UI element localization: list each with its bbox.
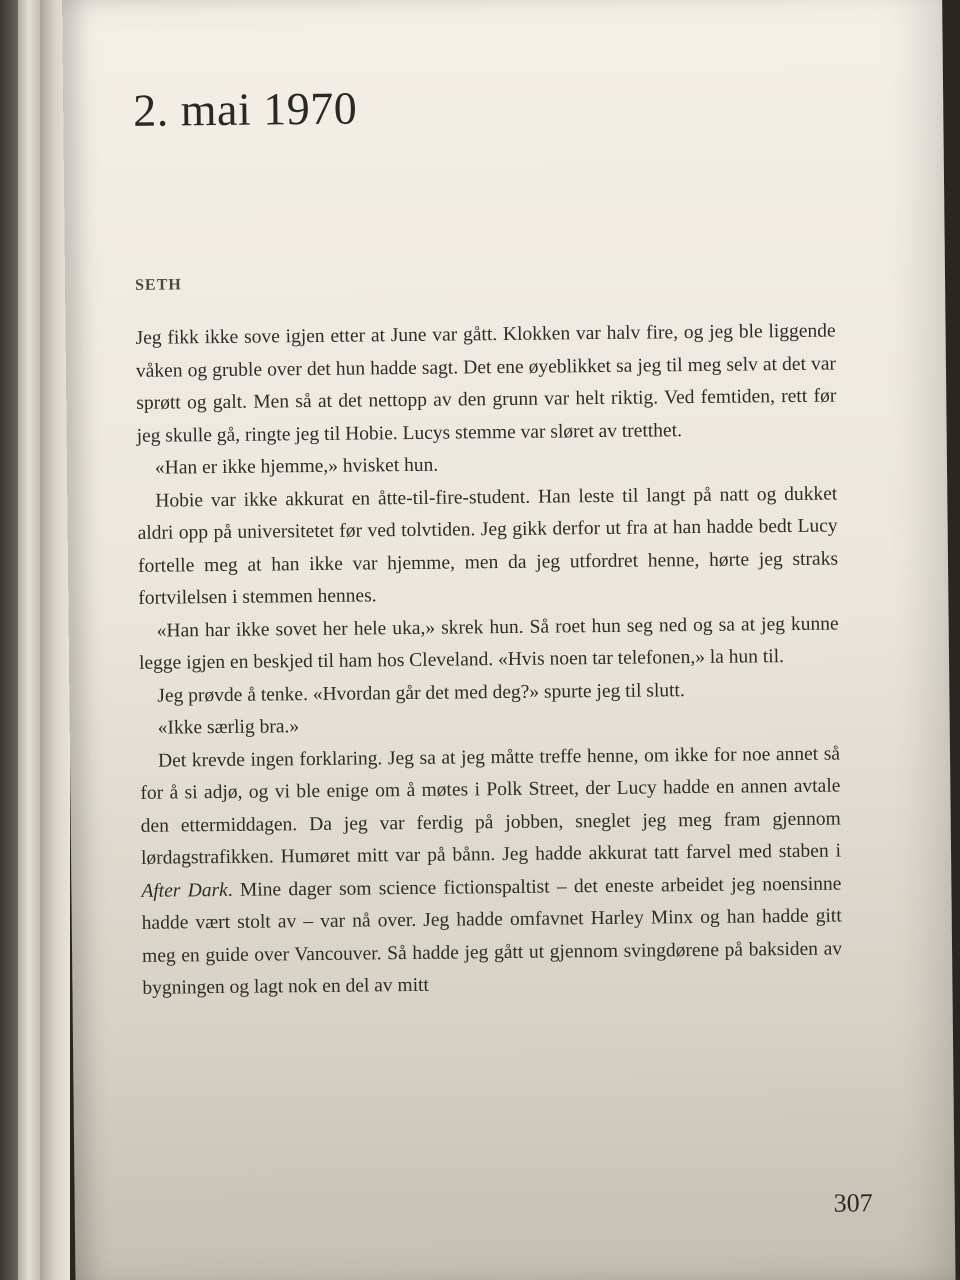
- page-number: 307: [833, 1188, 873, 1218]
- page-content: [133, 77, 843, 1006]
- paragraph-4: «Han har ikke sovet her hele uka,» skrek hun. Så roet hun seg ned og sa at jeg kunne legge igjen en beskjed til ham hos Cleveland. «Hvis noen tar telefonen,» la hun til.: [138, 613, 839, 674]
- book-page: [62, 0, 956, 1280]
- paragraph-2: «Han er ikke hjemme,» hvisket hun.: [154, 454, 439, 479]
- chapter-title: 2. mai 1970: [132, 82, 358, 136]
- paragraph-6: «Ikke særlig bra.»: [157, 716, 300, 739]
- paragraph-1: Jeg fikk ikke sove igjen etter at June var gått. Klokken var halv fire, og jeg ble liggende våken og gruble over det hun hadde sagt. Det ene øyeblikket sa jeg til meg selv at det var sprøtt og galt. Men så at det nettopp av den grunn var helt riktig. Ved femtiden, rett før jeg skulle gå, ringte jeg til Hobie. Lucys stemme var sløret av tretthet.: [135, 320, 837, 447]
- paragraph-7-start: Det krevde ingen forklaring. Jeg sa at jeg måtte treffe henne, om ikke for noe annet så for å si adjø, og vi ble enige om å møtes i Polk Street, der Lucy hadde en annen avtale den ettermiddagen. Da jeg var ferdig på jobben, sneglet jeg meg fram gjennom lørdagstrafikken. Humøret mitt var på bånn. Jeg hadde akkurat tatt farvel med staben i: [140, 743, 842, 869]
- magazine-title: After Dark: [141, 879, 228, 902]
- body-text: [135, 316, 842, 1006]
- paragraph-5: Jeg prøvde å tenke. «Hvordan går det med deg?» spurte jeg til slutt.: [157, 679, 685, 707]
- adjacent-page-edge: [0, 0, 70, 1280]
- paragraph-3: Hobie var ikke akkurat en åtte-til-fire-student. Han leste til langt på natt og dukket aldri opp på universitetet før ved tolvtiden. Jeg gikk derfor ut fra at han hadde bedt Lucy fortelle meg at han ikke var hjemme, men da jeg utfordret henne, hørte jeg straks fortvilelsen i stemmen hennes.: [137, 483, 839, 609]
- paragraph-7-end: . Mine dager som science fictionspaltist – det eneste arbeidet jeg noensinne hadde vært stolt av – var nå over. Jeg hadde omfavnet Harley Minx og han hadde gitt meg en guide over Vancouver. Så hadde jeg gått ut gjennom svingdørene på baksiden av bygningen og lagt nok en del av mitt: [141, 872, 843, 999]
- section-name: SETH: [134, 276, 182, 294]
- paragraph-7: [140, 738, 843, 1005]
- page-stack-edge: [18, 0, 40, 1280]
